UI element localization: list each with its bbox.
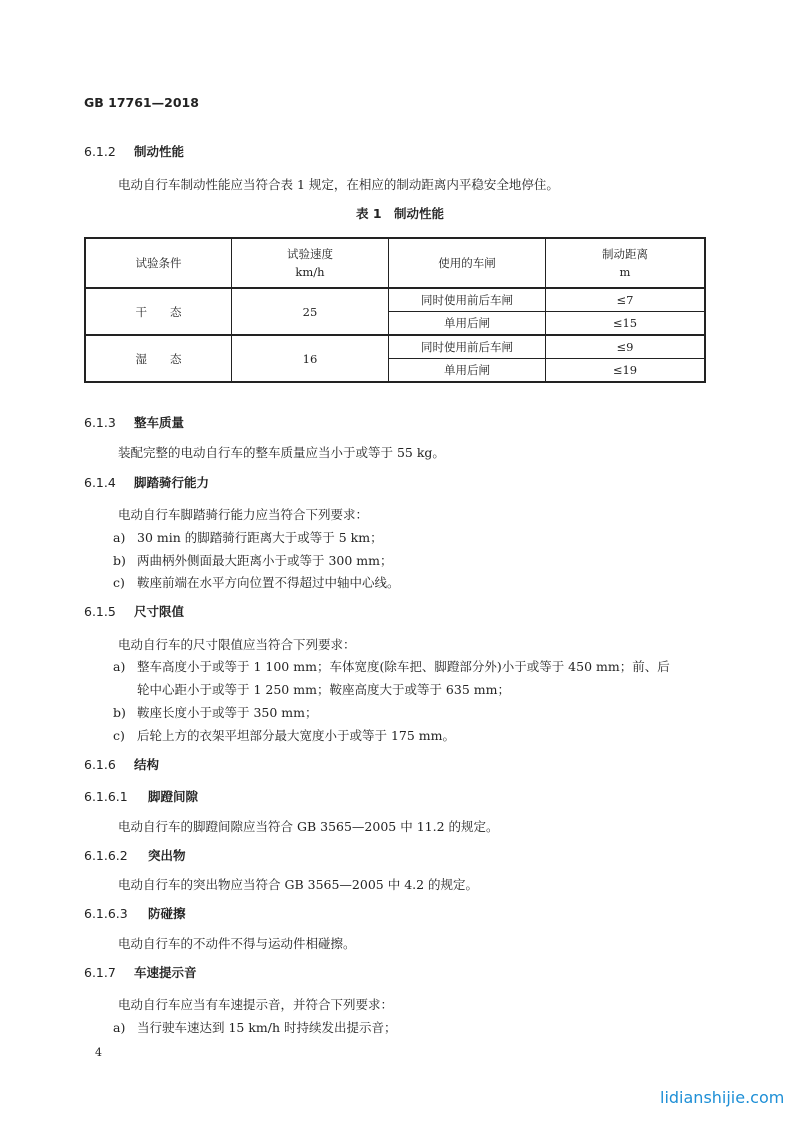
section-6-1-6-heading: 6.1.6 结构 [84,757,160,772]
header-cell: 使用的车闸 [389,238,546,288]
header-cell: 试验速度 km/h [232,238,389,288]
list-item: a) 整车高度小于或等于 1 100 mm；车体宽度(除车把、脚蹬部分外)小于或等于 450 mm；前、后 [113,659,670,674]
braking-table [84,237,706,383]
standard-number: GB 17761—2018 [84,95,199,110]
header-cell: 试验条件 [85,238,232,288]
brake-cell: 单用后闸 [389,312,546,336]
list-item: a) 30 min 的脚踏骑行距离大于或等于 5 km； [113,530,383,545]
table-header-row [85,238,705,288]
table-row [85,288,705,312]
paragraph: 装配完整的电动自行车的整车质量应当小于或等于 55 kg。 [118,445,445,460]
section-6-1-3-heading: 6.1.3 整车质量 [84,415,185,430]
section-6-1-6-3-heading: 6.1.6.3 防碰擦 [84,906,186,921]
distance-cell: ≤9 [546,335,706,359]
paragraph: 电动自行车脚踏骑行能力应当符合下列要求： [118,507,369,522]
paragraph: 电动自行车的突出物应当符合 GB 3565—2005 中 4.2 的规定。 [118,877,479,892]
brake-cell: 单用后闸 [389,359,546,383]
header-cell: 制动距离 m [546,238,706,288]
paragraph: 电动自行车的不动件不得与运动件相碰擦。 [118,936,356,951]
section-number: 6.1.2 [84,144,116,159]
section-6-1-4-heading: 6.1.4 脚踏骑行能力 [84,475,210,490]
list-item: b) 两曲柄外侧面最大距离小于或等于 300 mm； [113,553,393,568]
paragraph: 电动自行车应当有车速提示音，并符合下列要求： [118,997,394,1012]
list-item: b) 鞍座长度小于或等于 350 mm； [113,705,318,720]
section-6-1-6-2-heading: 6.1.6.2 突出物 [84,848,186,863]
section-6-1-6-1-heading: 6.1.6.1 脚蹬间隙 [84,789,199,804]
brake-cell: 同时使用前后车闸 [389,288,546,312]
list-item-continuation: 轮中心距小于或等于 1 250 mm；鞍座高度大于或等于 635 mm； [137,682,510,697]
paragraph: 电动自行车的尺寸限值应当符合下列要求： [118,637,356,652]
watermark: lidianshijie.com [660,1088,785,1107]
distance-cell: ≤7 [546,288,706,312]
section-6-1-5-heading: 6.1.5 尺寸限值 [84,604,185,619]
distance-cell: ≤19 [546,359,706,383]
section-title: 制动性能 [134,144,185,159]
list-item: c) 后轮上方的衣架平坦部分最大宽度小于或等于 175 mm。 [113,728,456,743]
table-row [85,335,705,359]
section-6-1-7-heading: 6.1.7 车速提示音 [84,965,197,980]
brake-cell: 同时使用前后车闸 [389,335,546,359]
condition-cell: 干 态 [85,288,232,335]
table-caption: 表 1 制动性能 [355,206,445,221]
page-number: 4 [95,1046,102,1059]
speed-cell: 25 [232,288,389,335]
section-6-1-2-heading [84,144,184,160]
list-item: c) 鞍座前端在水平方向位置不得超过中轴中心线。 [113,575,400,590]
distance-cell: ≤15 [546,312,706,336]
condition-cell: 湿 态 [85,335,232,382]
paragraph: 电动自行车的脚蹬间隙应当符合 GB 3565—2005 中 11.2 的规定。 [118,819,499,834]
paragraph: 电动自行车制动性能应当符合表 1 规定，在相应的制动距离内平稳安全地停住。 [118,177,559,192]
speed-cell: 16 [232,335,389,382]
list-item: a) 当行驶车速达到 15 km/h 时持续发出提示音； [113,1020,397,1035]
